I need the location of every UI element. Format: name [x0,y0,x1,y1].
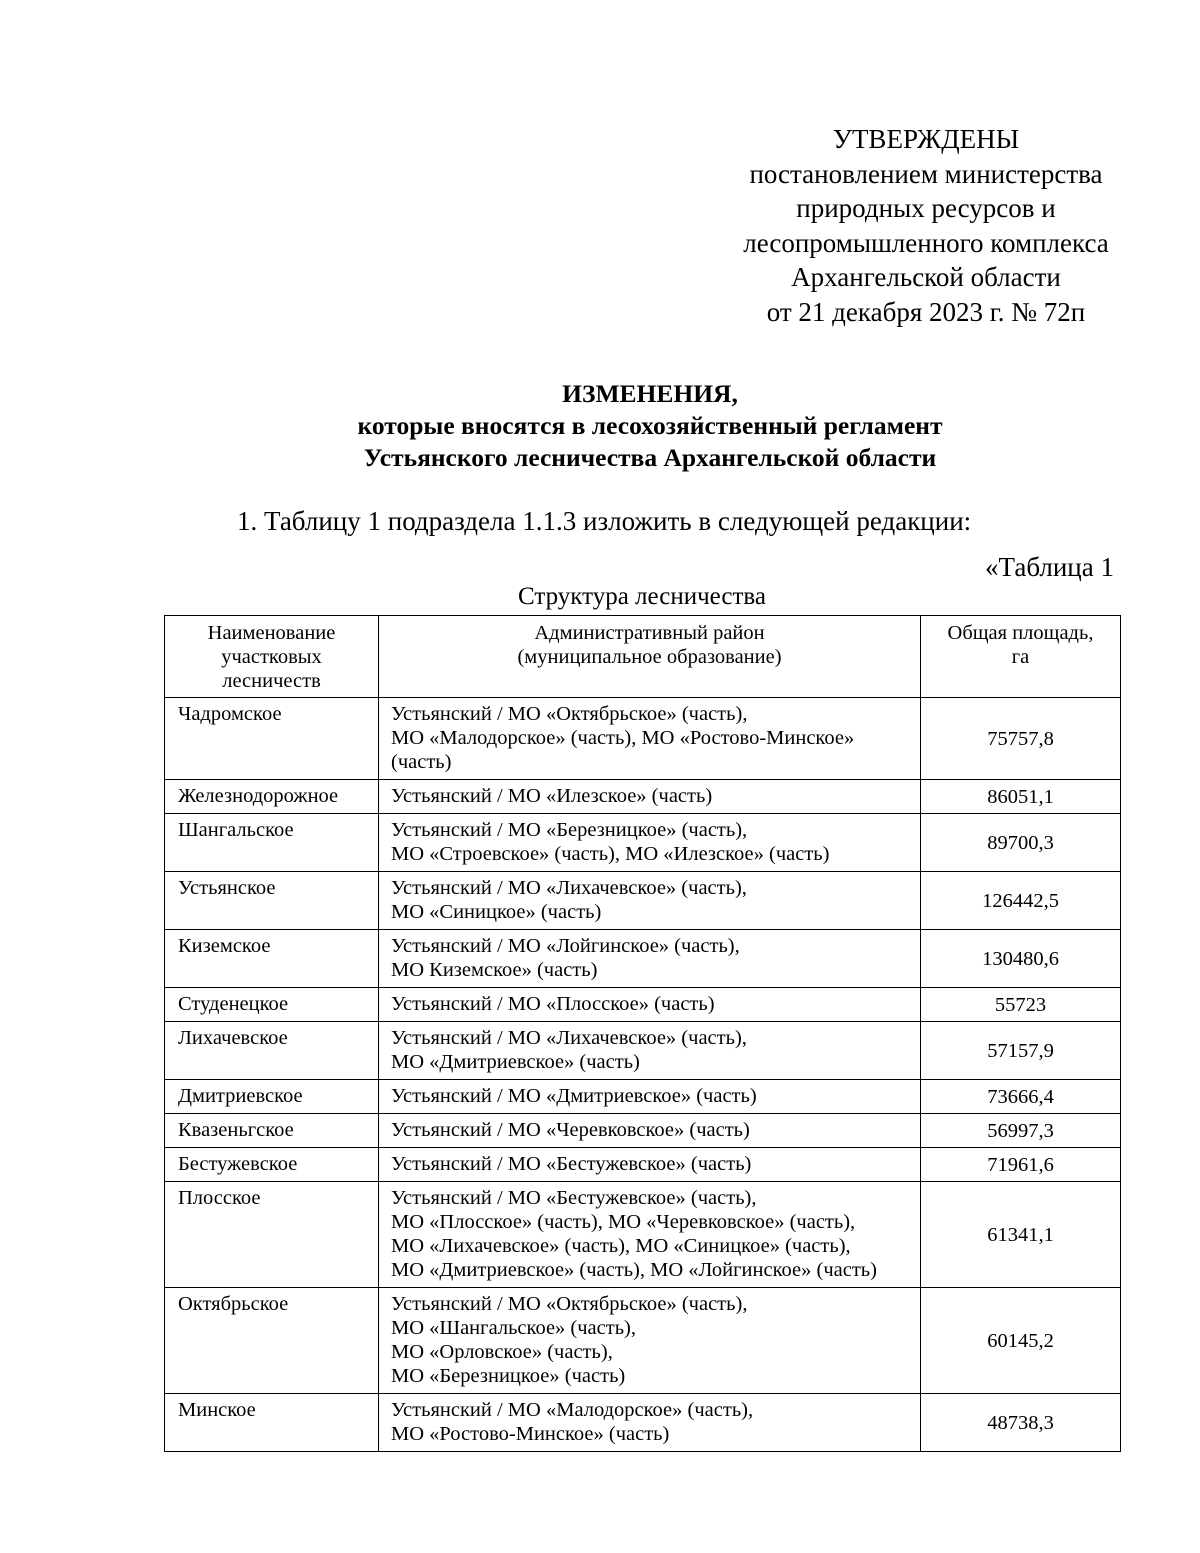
header-line: участковых [221,646,322,668]
approval-line: постановлением министерства [749,158,1103,189]
district-line: Устьянский / МО «Плосское» (часть) [391,993,715,1015]
district-cell [379,1148,921,1182]
area-cell: 61341,1 [921,1182,1121,1288]
table-row [165,988,1121,1022]
forestry-name-cell: Лихачевское [165,1022,379,1080]
district-line: МО «Лихачевское» (часть), МО «Синицкое» (часть), [391,1235,851,1257]
district-cell [379,1114,921,1148]
area-cell: 55723 [921,988,1121,1022]
header-name [165,616,379,698]
district-line: Устьянский / МО «Бестужевское» (часть) [391,1153,752,1175]
forestry-name-cell: Минское [165,1394,379,1452]
forestry-name-cell: Железнодорожное [165,780,379,814]
area-cell: 57157,9 [921,1022,1121,1080]
table-label: «Таблица 1 [985,552,1114,582]
district-line: Устьянский / МО «Илезское» (часть) [391,785,713,807]
district-line: Устьянский / МО «Дмитриевское» (часть) [391,1085,757,1107]
area-cell: 73666,4 [921,1080,1121,1114]
table-row [165,1182,1121,1288]
table-row [165,1114,1121,1148]
approval-block [720,122,1132,329]
title-line: Устьянского лесничества Архангельской области [363,443,937,472]
table-header-row [165,616,1121,698]
district-line: МО «Строевское» (часть), МО «Илезское» (часть) [391,843,830,865]
header-line: Общая площадь, [947,622,1094,644]
district-line: Устьянский / МО «Лойгинское» (часть), [391,935,740,957]
forestry-name-cell: Квазеньгское [165,1114,379,1148]
district-line: МО Киземское» (часть) [391,959,598,981]
district-cell [379,698,921,780]
district-line: Устьянский / МО «Черевковское» (часть) [391,1119,750,1141]
header-line: (муниципальное образование) [517,646,782,668]
district-line: МО «Орловское» (часть), [391,1341,613,1363]
district-line: Устьянский / МО «Лихачевское» (часть), [391,1027,747,1049]
table-body [165,698,1121,1452]
forestry-name-cell: Плосское [165,1182,379,1288]
table-row [165,1288,1121,1394]
district-cell [379,872,921,930]
approval-line: Архангельской области [791,262,1061,292]
area-cell: 60145,2 [921,1288,1121,1394]
document-title [200,378,1100,474]
area-cell: 75757,8 [921,698,1121,780]
approval-line: лесопромышленного комплекса [743,227,1109,258]
area-cell: 71961,6 [921,1148,1121,1182]
district-cell [379,814,921,872]
table-row [165,1394,1121,1452]
title-line: которые вносятся в лесохозяйственный регламент [357,411,943,440]
district-cell [379,1022,921,1080]
district-line: (часть) [391,751,452,773]
header-line: га [1011,646,1030,668]
amendment-item: 1. Таблицу 1 подраздела 1.1.3 изложить в следующей редакции: [237,506,972,536]
header-line: лесничеств [222,670,321,692]
district-cell [379,988,921,1022]
header-area [921,616,1121,698]
approval-line: УТВЕРЖДЕНЫ [832,124,1020,154]
district-line: Устьянский / МО «Лихачевское» (часть), [391,877,747,899]
area-cell: 86051,1 [921,780,1121,814]
forestry-name-cell: Октябрьское [165,1288,379,1394]
area-cell: 56997,3 [921,1114,1121,1148]
area-cell: 130480,6 [921,930,1121,988]
district-cell [379,1394,921,1452]
header-line: Наименование [207,622,336,644]
forestry-name-cell: Устьянское [165,872,379,930]
forestry-name-cell: Чадромское [165,698,379,780]
table-row [165,780,1121,814]
forestry-name-cell: Дмитриевское [165,1080,379,1114]
forestry-structure-table [164,615,1121,1452]
approval-line: от 21 декабря 2023 г. № 72п [766,296,1086,327]
forestry-name-cell: Студенецкое [165,988,379,1022]
table-row [165,814,1121,872]
district-line: МО «Березницкое» (часть) [391,1365,626,1387]
table-row [165,1022,1121,1080]
area-cell: 48738,3 [921,1394,1121,1452]
table-row [165,1080,1121,1114]
district-line: Устьянский / МО «Березницкое» (часть), [391,819,748,841]
district-line: Устьянский / МО «Малодорское» (часть), [391,1399,754,1421]
district-cell [379,930,921,988]
header-line: Административный район [534,622,765,644]
table-row [165,698,1121,780]
district-line: МО «Синицкое» (часть) [391,901,602,923]
title-line: ИЗМЕНЕНИЯ, [562,379,738,408]
district-line: МО «Ростово-Минское» (часть) [391,1423,670,1445]
approval-line: природных ресурсов и [796,193,1056,223]
district-cell [379,1288,921,1394]
district-line: Устьянский / МО «Октябрьское» (часть), [391,1293,748,1315]
district-line: Устьянский / МО «Бестужевское» (часть), [391,1187,757,1209]
area-cell: 126442,5 [921,872,1121,930]
district-line: Устьянский / МО «Октябрьское» (часть), [391,703,748,725]
district-line: МО «Дмитриевское» (часть) [391,1051,640,1073]
district-line: МО «Дмитриевское» (часть), МО «Лойгинское» (часть) [391,1259,877,1281]
area-cell: 89700,3 [921,814,1121,872]
table-row [165,872,1121,930]
district-cell [379,1182,921,1288]
header-district [379,616,921,698]
table-caption: Структура лесничества [518,583,766,610]
district-line: МО «Малодорское» (часть), МО «Ростово-Минское» [391,727,855,749]
district-cell [379,1080,921,1114]
forestry-name-cell: Киземское [165,930,379,988]
table-row [165,1148,1121,1182]
table-row [165,930,1121,988]
district-cell [379,780,921,814]
forestry-name-cell: Бестужевское [165,1148,379,1182]
district-line: МО «Плосское» (часть), МО «Черевковское» (часть), [391,1211,856,1233]
district-line: МО «Шангальское» (часть), [391,1317,637,1339]
forestry-name-cell: Шангальское [165,814,379,872]
